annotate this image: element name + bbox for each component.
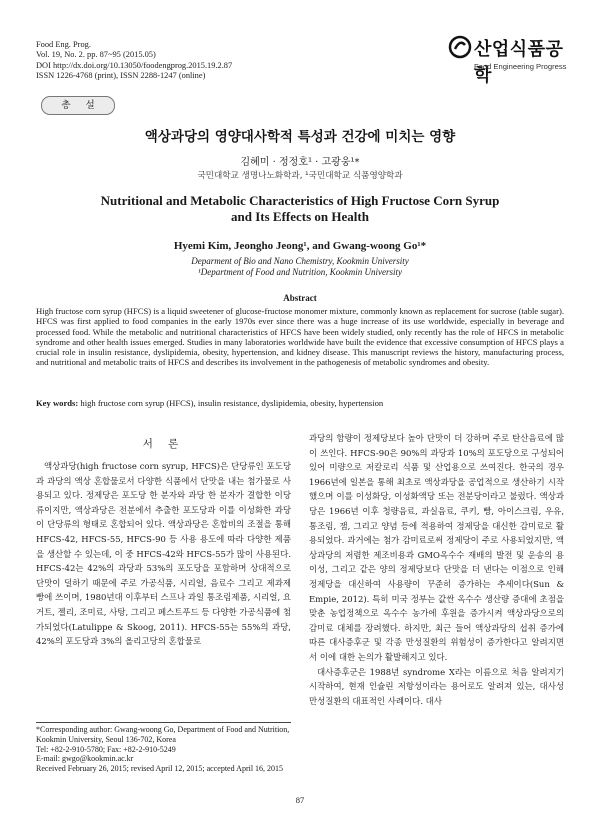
korean-affiliation: 국민대학교 생명나노화학과, ¹국민대학교 식품영양학과 bbox=[197, 171, 403, 181]
abstract-heading: Abstract bbox=[283, 293, 317, 303]
keywords-label: Key words: bbox=[36, 398, 79, 408]
logo-subtitle: Food Engineering Progress bbox=[474, 62, 567, 71]
journal-name: Food Eng. Prog. bbox=[36, 40, 91, 49]
body-column-left bbox=[36, 459, 291, 649]
footnote-corresponding: *Corresponding author: Gwang-woong Go, Department of Food and Nutrition, Kookmin University, Seoul 136-702, Korea bbox=[36, 725, 290, 744]
footnote-email: E-mail: gwgo@kookmin.ac.kr bbox=[36, 754, 134, 764]
footnote-divider bbox=[36, 722, 291, 723]
keywords bbox=[36, 398, 564, 408]
journal-logo bbox=[448, 35, 578, 90]
english-affiliation-1: Deparment of Bio and Nano Chemistry, Kookmin University bbox=[191, 256, 409, 266]
english-title-line1: Nutritional and Metabolic Characteristics of High Fructose Corn Syrup bbox=[100, 193, 500, 208]
body-paragraph: 과당의 함량이 정제당보다 높아 단맛이 더 강하며 주로 탄산음료에 많이 쓰인다. HFCS-90은 90%의 과당과 10%의 포도당으로 구성되어 있어 미량으로 저칼로리 식품 및 산업용으로 쓰여진다. 한국의 경우 1966년에 일본을 통해 최초로 액상과당을 공업적으로 생산하기 시작했으며 이를 이성화당, 이성화액당 또는 전분당이라고 불렀다. 액상과당은 1966년 이후 청량음료, 과실음료, 쿠키, 빵, 아이스크림, 우유, 통조림, 잼, 그리고 양념 등에 적용하여 정제당을 대신한 감미료로 활용되었다. 과거에는 첨가 감미료로써 정제당이 주로 사용되었지만, 액상과당의 저렴한 제조비용과 GMO옥수수 재배의 발전 및 운송의 용이성, 그리고 같은 양의 정제당보다 단맛을 더 낸다는 이점으로 인해 정제당을 대신하여 사용량이 꾸준히 증가하는 추세이다(Sun & Empie, 2012). 특히 미국 정부는 값싼 옥수수 생산량 증대에 초점을 맞춘 농업정책으로 옥수수 농가에 후원을 증가시켜 액상과당으로의 감미료 대체를 장려했다. 하지만, 최근 들어 액상과당의 섭취 증가에 따른 대사증후군 및 각종 만성질환의 위험성이 증가한다고 알려지면서 이에 대한 논의가 활발해지고 있다. bbox=[309, 433, 564, 662]
footnote-dates: Received February 26, 2015; revised April 12, 2015; accepted April 16, 2015 bbox=[36, 764, 284, 774]
english-affiliation-2: ¹Department of Food and Nutrition, Kookmin University bbox=[198, 267, 402, 277]
korean-authors: 김혜미 · 정정호¹ · 고광웅¹* bbox=[240, 157, 360, 168]
journal-info bbox=[36, 40, 232, 82]
body-paragraph: 액상과당(high fructose corn syrup, HFCS)은 단당류인 포도당과 과당의 액상 혼합물로서 다양한 식품에서 단맛을 내는 첨가물로 사용되고 있다. 정제당은 포도당 한 분자와 과당 한 분자가 결합한 이당류이지만, 액상과당은 전분에서 추출한 포도당과 이를 이성화한 과당이 단당류의 형태로 혼합되어 있다. 액상과당은 혼합비의 조절을 통해 HFCS-42, HFCS-55, HFCS-90 등 사용 용도에 따라 다양한 제품을 생산할 수 있는데, 이 중 HFCS-42와 HFCS-55가 많이 사용된다. HFCS-42는 42%의 과당과 53%의 포도당을 포함하며 상대적으로 단맛이 덜하기 때문에 주로 가공식품, 시리얼, 음료수 그리고 제과제빵에 쓰이며, 1980년대 이후부터 스프나 과일 통조림제품, 시리얼, 요거트, 젤리, 조미료, 사탕, 그리고 페스트푸드 등 다양한 가공식품에 첨가되었다(Latulippe & Skoog, 2011). HFCS-55는 55%의 과당, 42%의 포도당과 3%의 올리고당의 혼합물로 bbox=[36, 461, 291, 647]
section-heading-introduction: 서 론 bbox=[142, 438, 185, 450]
english-title bbox=[60, 193, 540, 225]
korean-title: 액상과당의 영양대사학적 특성과 건강에 미치는 영향 bbox=[144, 129, 456, 145]
english-affiliation bbox=[0, 256, 600, 278]
keywords-text: high fructose corn syrup (HFCS), insulin resistance, dyslipidemia, obesity, hypertension bbox=[78, 398, 384, 408]
journal-doi: DOI http://dx.doi.org/10.13050/foodengprog.2015.19.2.87 bbox=[36, 60, 233, 70]
footnote-phone: Tel: +82-2-910-5780; Fax: +82-2-910-5249 bbox=[36, 744, 176, 754]
journal-volume: Vol. 19, No. 2. pp. 87~95 (2015.05) bbox=[36, 50, 156, 60]
body-paragraph: 대사증후군은 1988년 syndrome X라는 이름으로 처음 알려지기 시작하여, 현재 인슐린 저항성이라는 용어로도 알려져 있는, 대사성 만성질환의 대표적인 사례이다. 대사 bbox=[309, 666, 564, 706]
journal-issn: ISSN 1226-4768 (print), ISSN 2288-1247 (online) bbox=[36, 71, 206, 81]
article-type-badge: 총 설 bbox=[41, 96, 115, 115]
body-column-right bbox=[309, 431, 564, 708]
footnote bbox=[36, 725, 291, 774]
english-title-line2: and Its Effects on Health bbox=[231, 209, 369, 224]
english-authors: Hyemi Kim, Jeongho Jeong¹, and Gwang-woong Go¹* bbox=[173, 240, 427, 252]
page-number: 87 bbox=[295, 795, 305, 805]
logo-title: 산업식품공학 bbox=[474, 39, 564, 86]
abstract-text: High fructose corn syrup (HFCS) is a liquid sweetener of glucose-fructose monomer mixture, commonly known as replacement for sucrose (table sugar). HFCS was first applied to food companies in the early 1970s ever since there was a huge increase of its use worldwide, especially in beverage and processed food. While the metabolic and nutritional characteristics of HFCS have been widely studied, only recently has the role of HFCS in metabolic syndrome and other health issues emerged. Studies in many laboratories worldwide have built the evidence that excessive consumption of HFCS plays a crucial role in insulin resistance, dyslipidemia, obesity, hypertension, and kidney disease. This manuscript reviews the history, manufacturing process, and nutritional and metabolic traits of HFCS and describes its involvement in the pathogenesis of metabolic syndromes and obesity. bbox=[36, 306, 564, 368]
logo-mark-icon bbox=[448, 35, 472, 59]
